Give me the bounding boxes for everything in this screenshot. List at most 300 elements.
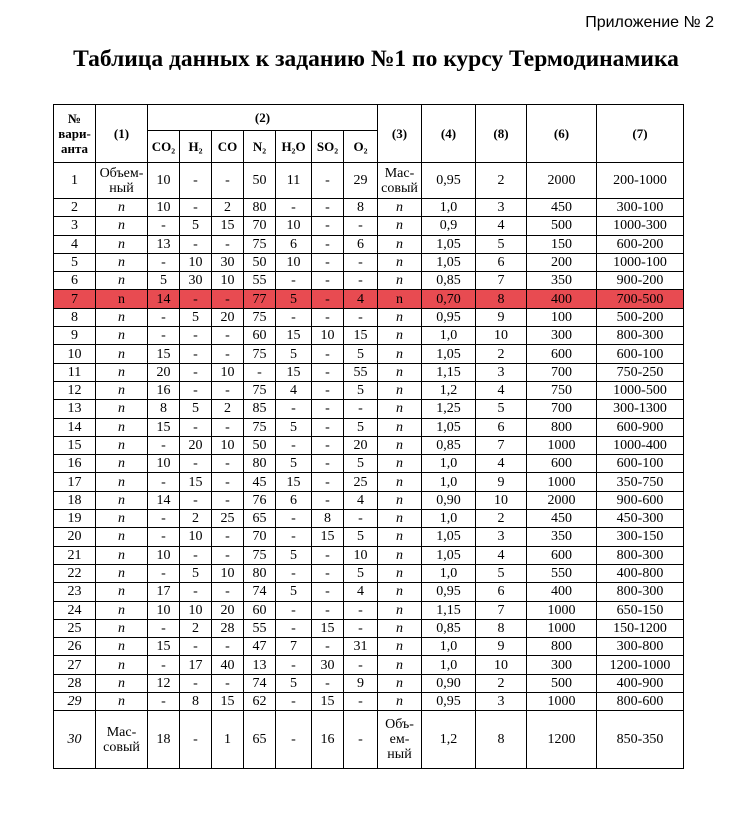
- cell-gas-so2: 10: [312, 327, 344, 345]
- cell-gas-h2o: 6: [276, 491, 312, 509]
- cell-variant: 11: [54, 363, 96, 381]
- cell-col-3: n: [378, 436, 422, 454]
- cell-variant: 13: [54, 400, 96, 418]
- cell-col-8: 2: [476, 674, 527, 692]
- cell-col-7: 700-500: [597, 290, 684, 308]
- cell-col-3: n: [378, 418, 422, 436]
- cell-gas-h2: 20: [180, 436, 212, 454]
- header-gas-h2o: H₂O: [276, 131, 312, 163]
- cell-gas-h2o: -: [276, 564, 312, 582]
- cell-gas-h2: -: [180, 418, 212, 436]
- cell-col-7: 350-750: [597, 473, 684, 491]
- table-row: [54, 217, 684, 235]
- cell-gas-h2o: 15: [276, 363, 312, 381]
- cell-col-7: 800-300: [597, 546, 684, 564]
- cell-col-8: 9: [476, 638, 527, 656]
- cell-col-6: 2000: [527, 163, 597, 199]
- cell-gas-co2: -: [148, 564, 180, 582]
- cell-col-8: 9: [476, 473, 527, 491]
- cell-gas-co2: -: [148, 327, 180, 345]
- cell-gas-so2: -: [312, 290, 344, 308]
- cell-col-8: 10: [476, 491, 527, 509]
- cell-gas-h2o: 15: [276, 327, 312, 345]
- cell-gas-n2: 75: [244, 418, 276, 436]
- cell-gas-h2: 5: [180, 564, 212, 582]
- cell-gas-h2o: -: [276, 656, 312, 674]
- cell-gas-n2: 50: [244, 253, 276, 271]
- cell-gas-co2: -: [148, 473, 180, 491]
- cell-col-6: 800: [527, 638, 597, 656]
- cell-variant: 24: [54, 601, 96, 619]
- cell-col-8: 6: [476, 418, 527, 436]
- header-col-3: (3): [378, 105, 422, 163]
- table-row: [54, 656, 684, 674]
- cell-col-6: 450: [527, 199, 597, 217]
- cell-col-1: n: [96, 491, 148, 509]
- cell-gas-co: 28: [212, 619, 244, 637]
- cell-col-3: n: [378, 528, 422, 546]
- cell-gas-o2: 4: [344, 583, 378, 601]
- cell-col-4: 1,2: [422, 711, 476, 769]
- cell-col-7: 600-100: [597, 345, 684, 363]
- cell-gas-h2: -: [180, 583, 212, 601]
- cell-col-7: 1200-1000: [597, 656, 684, 674]
- table-body: [54, 163, 684, 769]
- cell-col-8: 7: [476, 436, 527, 454]
- cell-col-3: Объ-ем-ный: [378, 711, 422, 769]
- header-gas-co2: CO₂: [148, 131, 180, 163]
- cell-col-4: 0,85: [422, 436, 476, 454]
- cell-col-3: n: [378, 272, 422, 290]
- cell-gas-h2o: -: [276, 400, 312, 418]
- cell-gas-co2: 18: [148, 711, 180, 769]
- cell-gas-so2: -: [312, 345, 344, 363]
- table-row: [54, 473, 684, 491]
- cell-gas-o2: 25: [344, 473, 378, 491]
- cell-gas-n2: 60: [244, 601, 276, 619]
- cell-gas-h2o: -: [276, 528, 312, 546]
- cell-col-3: n: [378, 693, 422, 711]
- cell-gas-so2: -: [312, 546, 344, 564]
- cell-gas-n2: 85: [244, 400, 276, 418]
- cell-gas-h2o: 10: [276, 253, 312, 271]
- cell-gas-co2: -: [148, 510, 180, 528]
- cell-gas-h2o: 5: [276, 455, 312, 473]
- cell-gas-co: 20: [212, 601, 244, 619]
- cell-gas-co2: -: [148, 253, 180, 271]
- cell-gas-h2o: -: [276, 308, 312, 326]
- cell-gas-co: -: [212, 163, 244, 199]
- cell-gas-n2: 62: [244, 693, 276, 711]
- cell-gas-h2o: 5: [276, 674, 312, 692]
- cell-col-6: 700: [527, 400, 597, 418]
- cell-variant: 18: [54, 491, 96, 509]
- cell-gas-co2: 5: [148, 272, 180, 290]
- cell-gas-co: -: [212, 381, 244, 399]
- cell-gas-co: -: [212, 290, 244, 308]
- cell-gas-h2o: 5: [276, 290, 312, 308]
- cell-gas-h2o: 10: [276, 217, 312, 235]
- header-gas-n2: N₂: [244, 131, 276, 163]
- cell-gas-co: 1: [212, 711, 244, 769]
- cell-gas-o2: 6: [344, 235, 378, 253]
- cell-col-4: 1,0: [422, 656, 476, 674]
- cell-variant: 14: [54, 418, 96, 436]
- cell-gas-o2: 9: [344, 674, 378, 692]
- cell-col-1: n: [96, 638, 148, 656]
- cell-col-1: n: [96, 510, 148, 528]
- cell-variant: 9: [54, 327, 96, 345]
- cell-col-4: 0,90: [422, 674, 476, 692]
- cell-col-6: 1000: [527, 473, 597, 491]
- table-row: [54, 363, 684, 381]
- cell-col-1: n: [96, 235, 148, 253]
- cell-gas-o2: 10: [344, 546, 378, 564]
- cell-col-6: 2000: [527, 491, 597, 509]
- cell-gas-n2: -: [244, 363, 276, 381]
- cell-col-4: 0,90: [422, 491, 476, 509]
- cell-gas-o2: -: [344, 308, 378, 326]
- cell-col-3: n: [378, 235, 422, 253]
- cell-gas-h2: 5: [180, 308, 212, 326]
- table-row: [54, 638, 684, 656]
- cell-gas-co: -: [212, 327, 244, 345]
- cell-gas-h2o: 15: [276, 473, 312, 491]
- cell-col-7: 1000-400: [597, 436, 684, 454]
- cell-gas-n2: 70: [244, 217, 276, 235]
- cell-variant: 6: [54, 272, 96, 290]
- cell-gas-so2: -: [312, 272, 344, 290]
- cell-col-4: 1,05: [422, 253, 476, 271]
- cell-col-1: n: [96, 290, 148, 308]
- cell-col-8: 3: [476, 693, 527, 711]
- cell-col-3: Мас-совый: [378, 163, 422, 199]
- cell-col-3: n: [378, 619, 422, 637]
- cell-col-3: n: [378, 199, 422, 217]
- cell-variant: 30: [54, 711, 96, 769]
- cell-gas-n2: 45: [244, 473, 276, 491]
- cell-gas-n2: 75: [244, 381, 276, 399]
- cell-gas-o2: -: [344, 400, 378, 418]
- cell-gas-so2: -: [312, 163, 344, 199]
- cell-col-1: n: [96, 363, 148, 381]
- table-row: [54, 601, 684, 619]
- cell-col-3: n: [378, 308, 422, 326]
- cell-col-1: n: [96, 656, 148, 674]
- cell-gas-n2: 65: [244, 711, 276, 769]
- cell-gas-co2: -: [148, 619, 180, 637]
- cell-col-3: n: [378, 583, 422, 601]
- cell-col-8: 4: [476, 381, 527, 399]
- cell-col-7: 500-200: [597, 308, 684, 326]
- header-col-1: (1): [96, 105, 148, 163]
- cell-col-3: n: [378, 473, 422, 491]
- cell-col-3: n: [378, 455, 422, 473]
- cell-col-3: n: [378, 253, 422, 271]
- cell-gas-co2: 10: [148, 546, 180, 564]
- cell-col-3: n: [378, 601, 422, 619]
- cell-col-4: 1,0: [422, 199, 476, 217]
- cell-gas-co2: 10: [148, 163, 180, 199]
- cell-gas-co2: -: [148, 308, 180, 326]
- cell-gas-co2: 15: [148, 418, 180, 436]
- cell-gas-n2: 60: [244, 327, 276, 345]
- cell-gas-h2: 30: [180, 272, 212, 290]
- header-gas-h2: H₂: [180, 131, 212, 163]
- cell-gas-so2: -: [312, 674, 344, 692]
- cell-col-7: 600-900: [597, 418, 684, 436]
- cell-col-7: 900-600: [597, 491, 684, 509]
- cell-gas-h2: -: [180, 345, 212, 363]
- cell-variant: 20: [54, 528, 96, 546]
- cell-col-8: 7: [476, 272, 527, 290]
- cell-col-8: 2: [476, 163, 527, 199]
- cell-gas-h2: -: [180, 546, 212, 564]
- cell-gas-co: -: [212, 546, 244, 564]
- cell-col-4: 1,0: [422, 455, 476, 473]
- table-row: [54, 235, 684, 253]
- cell-col-6: 300: [527, 327, 597, 345]
- table-row: [54, 199, 684, 217]
- cell-gas-co2: 15: [148, 638, 180, 656]
- cell-col-1: n: [96, 546, 148, 564]
- cell-gas-co: -: [212, 235, 244, 253]
- cell-col-7: 300-100: [597, 199, 684, 217]
- cell-col-4: 0,85: [422, 619, 476, 637]
- cell-gas-o2: -: [344, 601, 378, 619]
- cell-gas-h2: -: [180, 199, 212, 217]
- cell-col-3: n: [378, 290, 422, 308]
- cell-gas-h2: -: [180, 327, 212, 345]
- table-row: [54, 163, 684, 199]
- cell-gas-h2o: -: [276, 693, 312, 711]
- cell-col-7: 900-200: [597, 272, 684, 290]
- cell-gas-n2: 75: [244, 345, 276, 363]
- cell-col-8: 10: [476, 327, 527, 345]
- cell-col-7: 800-300: [597, 583, 684, 601]
- cell-gas-n2: 80: [244, 564, 276, 582]
- cell-gas-n2: 80: [244, 199, 276, 217]
- cell-col-3: n: [378, 510, 422, 528]
- cell-gas-h2: -: [180, 674, 212, 692]
- cell-col-7: 850-350: [597, 711, 684, 769]
- cell-gas-h2: 2: [180, 619, 212, 637]
- cell-col-6: 1000: [527, 601, 597, 619]
- cell-col-1: n: [96, 601, 148, 619]
- cell-col-6: 1000: [527, 436, 597, 454]
- cell-gas-so2: -: [312, 400, 344, 418]
- cell-gas-n2: 74: [244, 674, 276, 692]
- cell-col-7: 300-800: [597, 638, 684, 656]
- cell-col-1: n: [96, 345, 148, 363]
- cell-gas-o2: -: [344, 693, 378, 711]
- cell-gas-co2: -: [148, 693, 180, 711]
- cell-col-4: 1,0: [422, 564, 476, 582]
- cell-gas-co2: 10: [148, 199, 180, 217]
- cell-gas-co: 10: [212, 436, 244, 454]
- cell-gas-co2: -: [148, 656, 180, 674]
- cell-col-3: n: [378, 491, 422, 509]
- cell-col-6: 500: [527, 217, 597, 235]
- cell-col-4: 1,05: [422, 528, 476, 546]
- cell-col-1: n: [96, 455, 148, 473]
- cell-gas-o2: 5: [344, 528, 378, 546]
- cell-col-1: n: [96, 272, 148, 290]
- cell-variant: 19: [54, 510, 96, 528]
- cell-gas-co2: 17: [148, 583, 180, 601]
- cell-gas-h2o: -: [276, 619, 312, 637]
- cell-gas-co: 15: [212, 217, 244, 235]
- cell-gas-h2o: -: [276, 601, 312, 619]
- table-row: [54, 436, 684, 454]
- cell-gas-co2: 20: [148, 363, 180, 381]
- cell-col-6: 1000: [527, 619, 597, 637]
- table-row: [54, 308, 684, 326]
- cell-gas-n2: 75: [244, 546, 276, 564]
- cell-variant: 25: [54, 619, 96, 637]
- cell-col-3: n: [378, 381, 422, 399]
- cell-gas-o2: 4: [344, 290, 378, 308]
- cell-variant: 29: [54, 693, 96, 711]
- cell-col-8: 5: [476, 235, 527, 253]
- cell-gas-h2: 5: [180, 400, 212, 418]
- cell-col-4: 0,95: [422, 163, 476, 199]
- cell-col-3: n: [378, 363, 422, 381]
- cell-gas-so2: 15: [312, 619, 344, 637]
- cell-gas-so2: 15: [312, 528, 344, 546]
- cell-col-4: 1,25: [422, 400, 476, 418]
- cell-gas-h2o: 4: [276, 381, 312, 399]
- cell-gas-co2: 12: [148, 674, 180, 692]
- cell-gas-h2o: -: [276, 711, 312, 769]
- cell-gas-h2o: -: [276, 272, 312, 290]
- cell-gas-h2o: 5: [276, 418, 312, 436]
- cell-variant: 17: [54, 473, 96, 491]
- cell-gas-h2o: -: [276, 199, 312, 217]
- cell-col-4: 1,0: [422, 638, 476, 656]
- cell-col-3: n: [378, 656, 422, 674]
- table-row: [54, 418, 684, 436]
- table-row: [54, 583, 684, 601]
- cell-gas-o2: 55: [344, 363, 378, 381]
- cell-gas-n2: 65: [244, 510, 276, 528]
- cell-col-4: 1,05: [422, 235, 476, 253]
- cell-col-7: 400-900: [597, 674, 684, 692]
- cell-gas-h2: -: [180, 455, 212, 473]
- cell-col-1: n: [96, 381, 148, 399]
- cell-gas-co2: 14: [148, 290, 180, 308]
- cell-variant: 27: [54, 656, 96, 674]
- cell-gas-o2: -: [344, 253, 378, 271]
- cell-gas-n2: 75: [244, 235, 276, 253]
- cell-gas-so2: 30: [312, 656, 344, 674]
- cell-col-6: 750: [527, 381, 597, 399]
- cell-col-7: 1000-500: [597, 381, 684, 399]
- header-col-4: (4): [422, 105, 476, 163]
- cell-gas-so2: -: [312, 363, 344, 381]
- cell-col-8: 8: [476, 711, 527, 769]
- cell-gas-o2: 8: [344, 199, 378, 217]
- table-row: [54, 510, 684, 528]
- cell-gas-co2: 15: [148, 345, 180, 363]
- cell-gas-o2: 29: [344, 163, 378, 199]
- cell-col-8: 10: [476, 656, 527, 674]
- cell-gas-co: -: [212, 528, 244, 546]
- cell-col-1: n: [96, 308, 148, 326]
- cell-gas-so2: -: [312, 491, 344, 509]
- cell-variant: 8: [54, 308, 96, 326]
- cell-gas-h2o: 7: [276, 638, 312, 656]
- cell-gas-o2: 5: [344, 455, 378, 473]
- cell-col-4: 0,9: [422, 217, 476, 235]
- cell-gas-h2: -: [180, 491, 212, 509]
- cell-col-4: 1,2: [422, 381, 476, 399]
- cell-gas-so2: 16: [312, 711, 344, 769]
- table-row: [54, 693, 684, 711]
- cell-gas-co2: 10: [148, 455, 180, 473]
- cell-gas-h2o: 5: [276, 345, 312, 363]
- cell-gas-h2: -: [180, 290, 212, 308]
- cell-col-4: 0,95: [422, 308, 476, 326]
- cell-col-3: n: [378, 217, 422, 235]
- cell-gas-h2: 5: [180, 217, 212, 235]
- cell-col-8: 4: [476, 546, 527, 564]
- cell-variant: 10: [54, 345, 96, 363]
- cell-col-7: 400-800: [597, 564, 684, 582]
- cell-col-7: 600-200: [597, 235, 684, 253]
- cell-gas-n2: 77: [244, 290, 276, 308]
- cell-gas-o2: -: [344, 510, 378, 528]
- cell-col-1: n: [96, 327, 148, 345]
- cell-gas-so2: -: [312, 199, 344, 217]
- cell-col-8: 2: [476, 345, 527, 363]
- cell-gas-o2: 5: [344, 381, 378, 399]
- cell-gas-co: 2: [212, 199, 244, 217]
- cell-gas-co: -: [212, 638, 244, 656]
- cell-col-3: n: [378, 674, 422, 692]
- cell-gas-h2: 17: [180, 656, 212, 674]
- cell-gas-o2: 5: [344, 345, 378, 363]
- cell-gas-co: 30: [212, 253, 244, 271]
- cell-gas-n2: 80: [244, 455, 276, 473]
- cell-gas-n2: 55: [244, 619, 276, 637]
- cell-col-7: 300-1300: [597, 400, 684, 418]
- cell-gas-so2: 15: [312, 693, 344, 711]
- cell-col-6: 1200: [527, 711, 597, 769]
- cell-gas-so2: -: [312, 253, 344, 271]
- cell-col-7: 1000-100: [597, 253, 684, 271]
- cell-gas-h2o: -: [276, 436, 312, 454]
- cell-gas-o2: -: [344, 272, 378, 290]
- cell-gas-co: -: [212, 473, 244, 491]
- cell-gas-so2: -: [312, 473, 344, 491]
- cell-gas-o2: -: [344, 619, 378, 637]
- cell-gas-h2: -: [180, 638, 212, 656]
- cell-col-1: n: [96, 217, 148, 235]
- table-row: [54, 546, 684, 564]
- cell-variant: 1: [54, 163, 96, 199]
- cell-gas-h2: 10: [180, 601, 212, 619]
- header-col-7: (7): [597, 105, 684, 163]
- table-row: [54, 253, 684, 271]
- cell-col-6: 1000: [527, 693, 597, 711]
- cell-gas-n2: 55: [244, 272, 276, 290]
- cell-gas-co: 20: [212, 308, 244, 326]
- cell-gas-co: 10: [212, 564, 244, 582]
- cell-col-6: 350: [527, 528, 597, 546]
- cell-col-8: 5: [476, 400, 527, 418]
- cell-gas-co: 2: [212, 400, 244, 418]
